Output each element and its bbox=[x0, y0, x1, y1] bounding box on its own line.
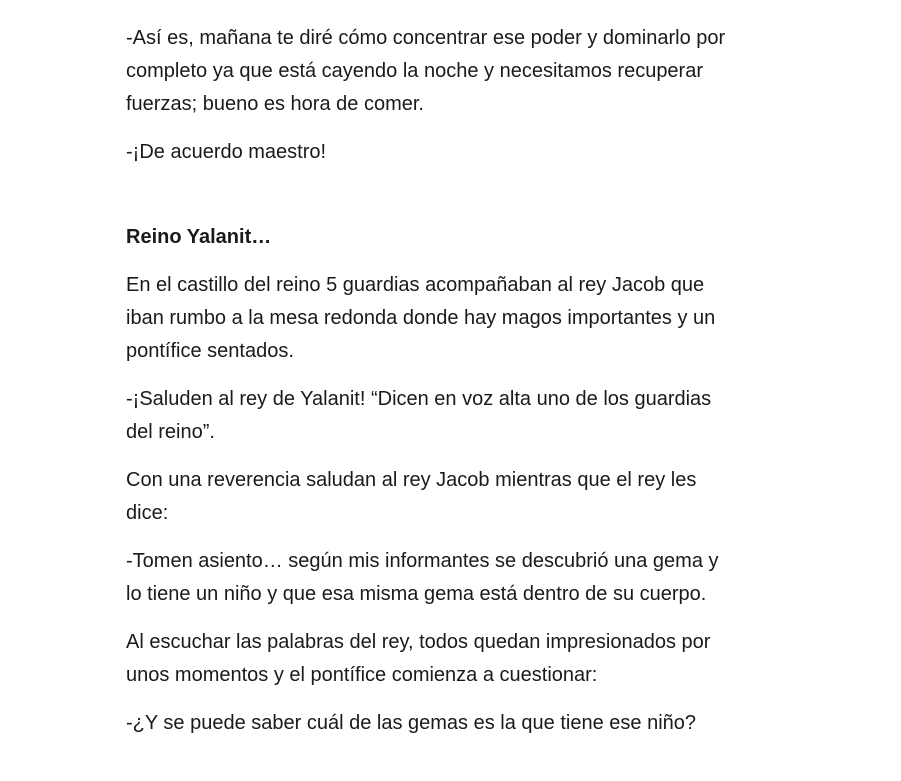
paragraph-dialogue-master: -Así es, mañana te diré cómo concentrar ese poder y dominarlo por completo ya que está cayendo la noche y necesitamos recuperar fuerzas; bueno es hora de comer. bbox=[126, 27, 726, 115]
section-spacer bbox=[126, 184, 786, 221]
paragraph-dialogue-agree: -¡De acuerdo maestro! bbox=[126, 141, 327, 163]
paragraph-king-speech: -Tomen asiento… según mis informantes se descubrió una gema y lo tiene un niño y que esa misma gema está dentro de su cuerpo. bbox=[126, 550, 719, 605]
paragraph-castle: En el castillo del reino 5 guardias acompañaban al rey Jacob que iban rumbo a la mesa redonda donde hay magos importantes y un pontífice sentados. bbox=[126, 274, 716, 362]
document-page bbox=[126, 22, 786, 755]
paragraph-reaction: Al escuchar las palabras del rey, todos quedan impresionados por unos momentos y el pontífice comienza a cuestionar: bbox=[126, 631, 711, 686]
section-heading: Reino Yalanit… bbox=[126, 226, 272, 248]
paragraph-guard-announcement: -¡Saluden al rey de Yalanit! “Dicen en voz alta uno de los guardias del reino”. bbox=[126, 388, 712, 443]
paragraph-reverence: Con una reverencia saludan al rey Jacob mientras que el rey les dice: bbox=[126, 469, 697, 524]
paragraph-pontiff-question: -¿Y se puede saber cuál de las gemas es la que tiene ese niño? bbox=[126, 712, 696, 734]
